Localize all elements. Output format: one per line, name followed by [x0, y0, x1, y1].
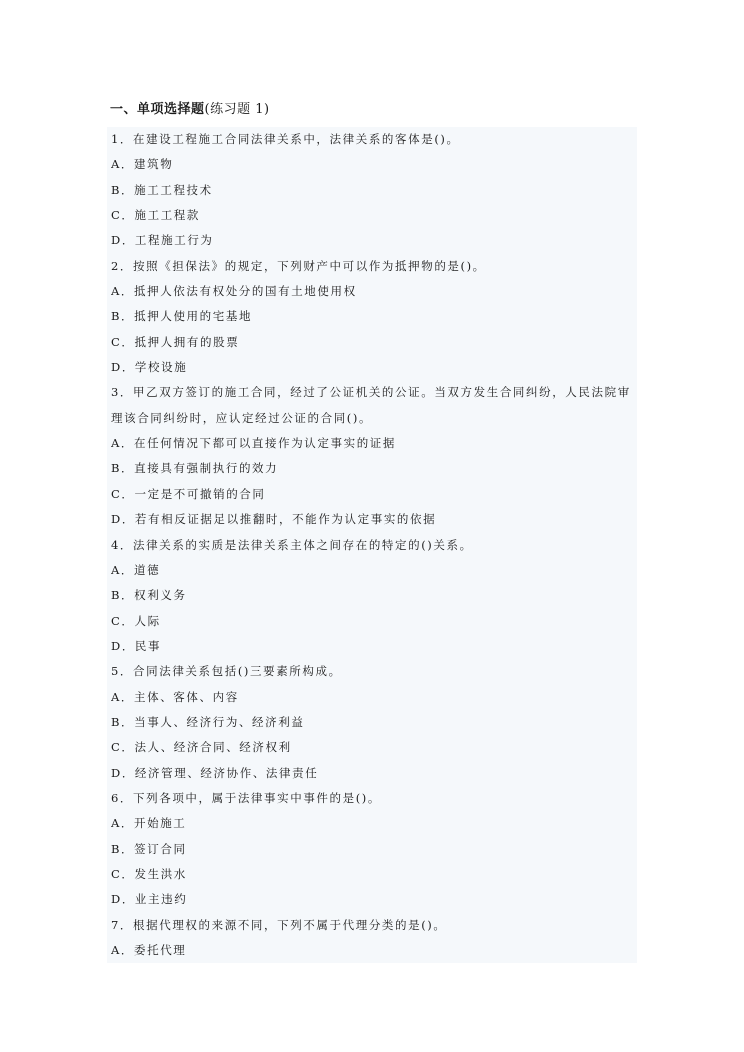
question-line: 1．在建设工程施工合同法律关系中，法律关系的客体是()。 — [111, 132, 460, 146]
option-line: D．业主违约 — [111, 892, 188, 907]
option-line: D．民事 — [111, 638, 162, 653]
option-line: D．工程施工行为 — [111, 233, 214, 248]
option-line: A．开始施工 — [111, 816, 187, 831]
option-line: C．法人、经济合同、经济权利 — [111, 740, 292, 755]
question-line: 7．根据代理权的来源不同，下列不属于代理分类的是()。 — [111, 917, 447, 932]
option-line: C．发生洪水 — [111, 866, 187, 881]
option-line: A．委托代理 — [111, 943, 187, 957]
option-line: A．道德 — [111, 562, 161, 577]
option-line: D．若有相反证据足以推翻时，不能作为认定事实的依据 — [111, 512, 437, 527]
option-line: C．一定是不可撤销的合同 — [111, 486, 266, 501]
option-line: C．抵押人拥有的股票 — [111, 334, 240, 349]
option-line: A．抵押人依法有权处分的国有土地使用权 — [111, 284, 357, 299]
option-line: A．建筑物 — [111, 157, 174, 172]
option-line: C．施工工程款 — [111, 208, 200, 223]
question-line: 3．甲乙双方签订的施工合同，经过了公证机关的公证。当双方发生合同纠纷，人民法院审 — [111, 385, 631, 400]
option-line: D．学校设施 — [111, 360, 188, 375]
question-line: 2．按照《担保法》的规定，下列财产中可以作为抵押物的是()。 — [111, 258, 486, 273]
section-subtitle: (练习题 1) — [204, 102, 270, 117]
question-line: 理该合同纠纷时，应认定经过公证的合同()。 — [111, 410, 373, 425]
section-title: 一、单项选择题 — [110, 102, 205, 117]
section-heading — [110, 98, 270, 117]
option-line: B．签订合同 — [111, 841, 187, 856]
option-line: A．主体、客体、内容 — [111, 689, 239, 704]
option-line: A．在任何情况下都可以直接作为认定事实的证据 — [111, 436, 397, 451]
option-line: B．直接具有强制执行的效力 — [111, 461, 279, 476]
option-line: B．施工工程技术 — [111, 182, 213, 197]
question-line: 5．合同法律关系包括()三要素所构成。 — [111, 664, 342, 679]
option-line: D．经济管理、经济协作、法律责任 — [111, 765, 319, 780]
question-list — [107, 127, 637, 963]
question-line: 4．法律关系的实质是法律关系主体之间存在的特定的()关系。 — [111, 537, 473, 552]
option-line: B．当事人、经济行为、经济利益 — [111, 714, 305, 729]
option-line: C．人际 — [111, 613, 161, 628]
option-line: B．权利义务 — [111, 588, 187, 603]
option-line: B．抵押人使用的宅基地 — [111, 309, 253, 324]
question-line: 6．下列各项中，属于法律事实中事件的是()。 — [111, 790, 381, 805]
